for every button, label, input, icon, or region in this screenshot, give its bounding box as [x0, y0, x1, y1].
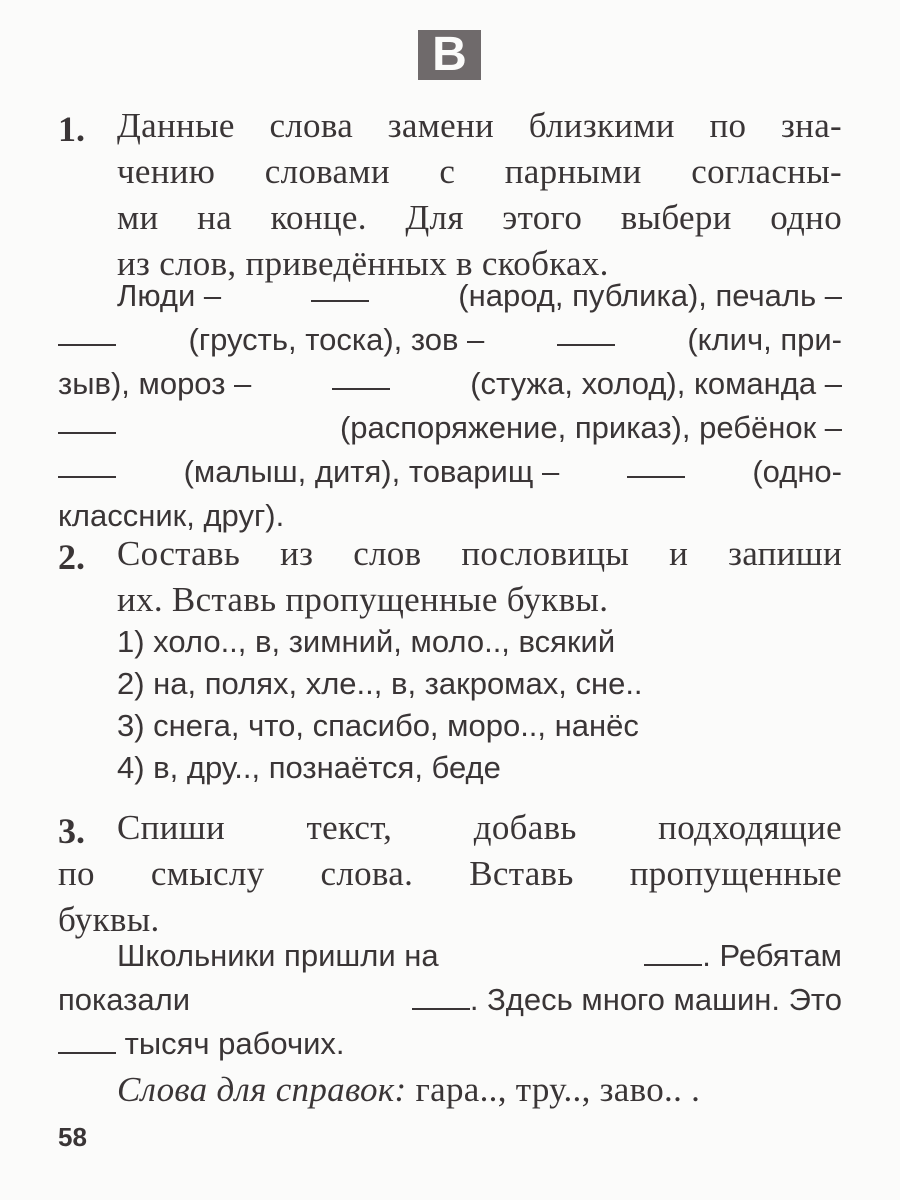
answer-blank[interactable]: [58, 1030, 116, 1054]
exercise-text: классник, друг).: [58, 498, 285, 533]
answer-blank[interactable]: [557, 322, 615, 346]
reference-list: гара.., тру.., заво.. .: [415, 1070, 701, 1109]
answer-blank[interactable]: [58, 322, 116, 346]
task-1-exercise-line: [58, 498, 284, 534]
reference-label: Слова для справок:: [117, 1070, 407, 1109]
answer-blank[interactable]: [58, 410, 116, 434]
task-2-instruction-line: их. Вставь пропущенные буквы.: [117, 580, 609, 619]
task-1-instruction-line: ми на конце. Для этого выбери одно: [117, 198, 842, 237]
proverb-item: 3) снега, что, спасибо, моро.., нанёс: [117, 708, 639, 743]
text-fragment: . Ребятам: [702, 938, 842, 973]
exercise-text: зыв), мороз –: [58, 366, 252, 401]
task-3-text-line: [58, 1026, 345, 1062]
section-badge: В: [418, 30, 481, 80]
answer-blank[interactable]: [332, 366, 390, 390]
answer-blank[interactable]: [412, 986, 470, 1010]
task-1-instruction-line: Данные слова замени близкими по зна-: [117, 106, 842, 145]
exercise-text: (одно-: [752, 454, 842, 489]
task-2-instruction-line: Составь из слов пословицы и запиши: [117, 534, 842, 573]
text-fragment: показали: [58, 982, 191, 1017]
proverb-item: 4) в, дру.., познаётся, беде: [117, 750, 501, 785]
exercise-text: (народ, публика), печаль –: [458, 278, 842, 313]
task-1-number: 1.: [58, 109, 85, 149]
proverb-item: 2) на, полях, хле.., в, закромах, сне..: [117, 666, 643, 701]
task-1-exercise-line: [58, 366, 842, 402]
exercise-text: (клич, при-: [687, 322, 842, 357]
task-3-number: 3.: [58, 811, 85, 851]
proverb-item: 1) холо.., в, зимний, моло.., всякий: [117, 624, 616, 659]
text-fragment: тысяч рабочих.: [124, 1026, 345, 1061]
task-3-instruction-line: буквы.: [58, 900, 160, 939]
task-3-text-line: [58, 982, 842, 1018]
exercise-text: (грусть, тоска), зов –: [188, 322, 485, 357]
text-fragment: Школьники пришли на: [117, 938, 439, 973]
task-3-text-line: [117, 938, 842, 974]
task-1-exercise-line: [58, 454, 842, 490]
reference-words: [117, 1070, 700, 1110]
text-fragment: . Здесь много машин. Это: [469, 982, 842, 1017]
task-1-exercise-line: [58, 410, 842, 446]
task-2-number: 2.: [58, 537, 85, 577]
answer-blank[interactable]: [627, 454, 685, 478]
answer-blank[interactable]: [644, 942, 702, 966]
task-1-exercise-line: [58, 322, 842, 358]
exercise-text: (распоряжение, приказ), ребёнок –: [339, 410, 842, 445]
exercise-text: (стужа, холод), команда –: [470, 366, 842, 401]
task-1-exercise-line: [117, 278, 842, 314]
task-3-instruction-line: Спиши текст, добавь подходящие: [117, 808, 842, 847]
page-number: 58: [58, 1122, 87, 1152]
exercise-text: (малыш, дитя), товарищ –: [183, 454, 560, 489]
exercise-text: Люди –: [117, 278, 222, 313]
answer-blank[interactable]: [58, 454, 116, 478]
answer-blank[interactable]: [311, 278, 369, 302]
task-1-instruction-line: чению словами с парными согласны-: [117, 152, 842, 191]
task-1-instruction-line: из слов, приведённых в скобках.: [117, 244, 609, 283]
task-3-instruction-line: по смыслу слова. Вставь пропущенные: [58, 854, 842, 893]
